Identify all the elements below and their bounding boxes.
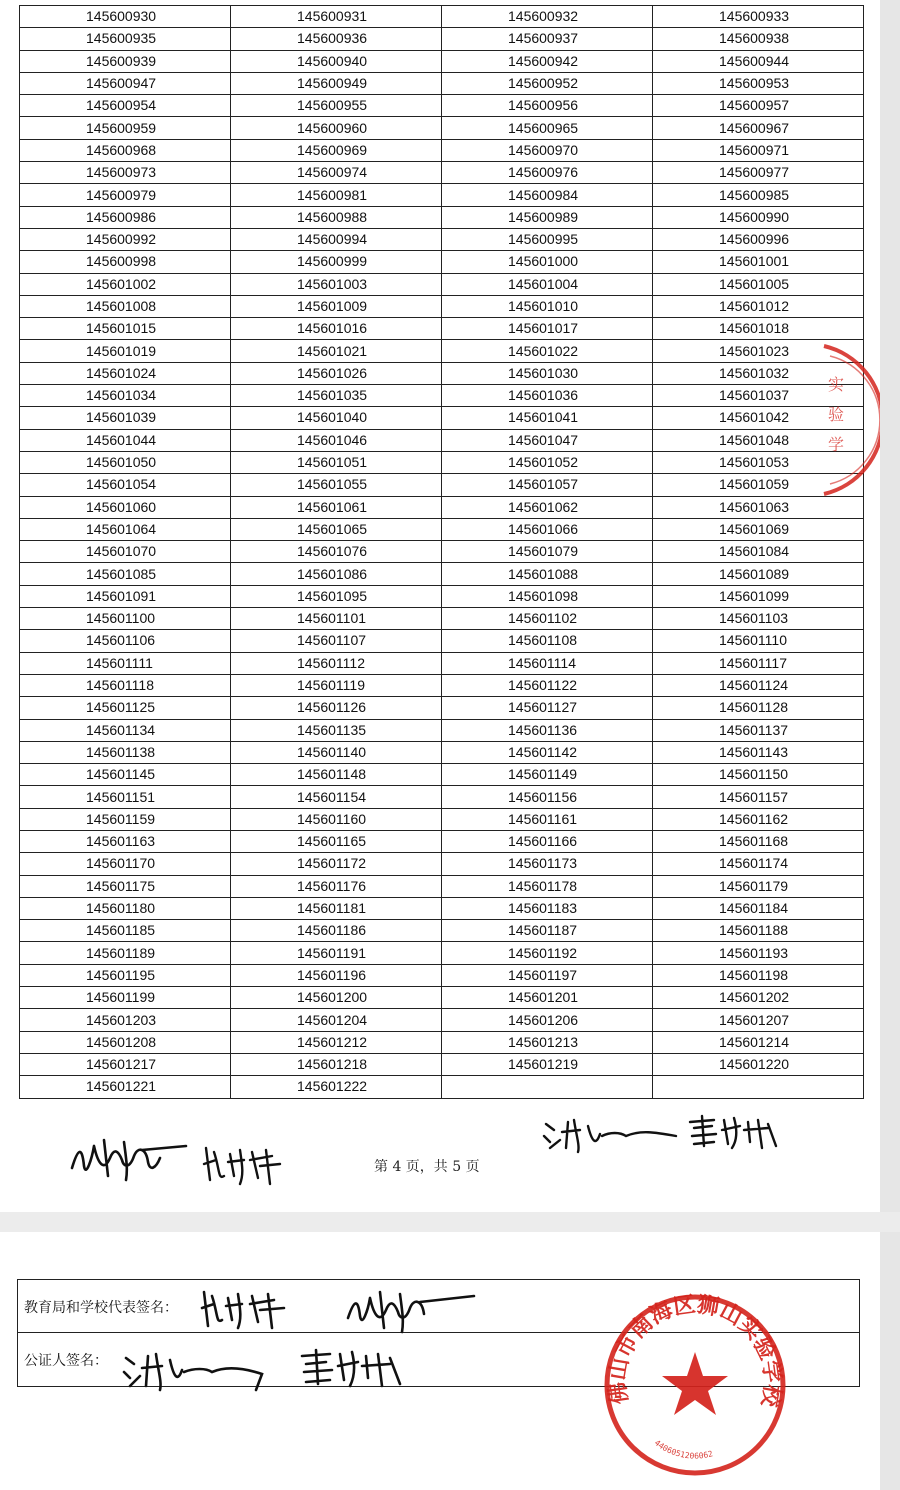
table-row — [20, 72, 864, 94]
table-cell: 145601076 — [231, 541, 442, 563]
table-cell: 145600984 — [442, 184, 653, 206]
table-row — [20, 541, 864, 563]
svg-text:学: 学 — [828, 435, 845, 454]
table-cell: 145600930 — [20, 6, 231, 28]
table-cell: 145601156 — [442, 786, 653, 808]
table-cell: 145601134 — [20, 719, 231, 741]
table-cell: 145601187 — [442, 920, 653, 942]
svg-text:实: 实 — [828, 375, 845, 394]
table-cell: 145601004 — [442, 273, 653, 295]
table-cell: 145601136 — [442, 719, 653, 741]
table-cell: 145601030 — [442, 362, 653, 384]
table-cell: 145601184 — [653, 897, 864, 919]
table-row — [20, 897, 864, 919]
table-cell: 145601002 — [20, 273, 231, 295]
table-cell: 145601125 — [20, 697, 231, 719]
table-cell: 145601201 — [442, 987, 653, 1009]
table-cell: 145601106 — [20, 630, 231, 652]
table-row — [20, 808, 864, 830]
table-cell: 145601112 — [231, 652, 442, 674]
table-row — [20, 652, 864, 674]
table-row — [20, 1009, 864, 1031]
table-cell: 145601150 — [653, 764, 864, 786]
table-cell: 145601010 — [442, 295, 653, 317]
table-cell: 145601047 — [442, 429, 653, 451]
table-row — [20, 295, 864, 317]
table-cell: 145601012 — [653, 295, 864, 317]
table-cell: 145601161 — [442, 808, 653, 830]
table-cell: 145601019 — [20, 340, 231, 362]
table-cell: 145601034 — [20, 385, 231, 407]
table-cell: 145601213 — [442, 1031, 653, 1053]
table-cell: 145601160 — [231, 808, 442, 830]
table-cell: 145601151 — [20, 786, 231, 808]
table-cell: 145600998 — [20, 251, 231, 273]
table-row — [20, 697, 864, 719]
table-cell: 145600956 — [442, 95, 653, 117]
signature-1 — [64, 1128, 194, 1188]
table-cell: 145600952 — [442, 72, 653, 94]
table-row — [20, 50, 864, 72]
table-cell: 145600931 — [231, 6, 442, 28]
table-row — [20, 184, 864, 206]
table-cell: 145601180 — [20, 897, 231, 919]
signature-2 — [200, 1140, 290, 1190]
table-cell: 145601200 — [231, 987, 442, 1009]
education-signature-label: 教育局和学校代表签名： — [24, 1300, 178, 1316]
table-cell: 145601137 — [653, 719, 864, 741]
table-cell: 145601101 — [231, 608, 442, 630]
table-cell: 145601172 — [231, 853, 442, 875]
table-row — [20, 206, 864, 228]
table-cell: 145601108 — [442, 630, 653, 652]
table-cell: 145600979 — [20, 184, 231, 206]
table-cell: 145601021 — [231, 340, 442, 362]
table-cell: 145600932 — [442, 6, 653, 28]
table-cell: 145601063 — [653, 496, 864, 518]
table-cell: 145601057 — [442, 474, 653, 496]
table-cell: 145601181 — [231, 897, 442, 919]
table-cell: 145600954 — [20, 95, 231, 117]
table-cell: 145601041 — [442, 407, 653, 429]
table-cell: 145601079 — [442, 541, 653, 563]
table-row — [20, 474, 864, 496]
table-cell: 145600992 — [20, 228, 231, 250]
table-cell: 145600996 — [653, 228, 864, 250]
table-cell: 145601035 — [231, 385, 442, 407]
table-cell: 145601183 — [442, 897, 653, 919]
table-cell: 145601036 — [442, 385, 653, 407]
table-cell: 145601114 — [442, 652, 653, 674]
table-cell: 145601042 — [653, 407, 864, 429]
table-cell: 145601003 — [231, 273, 442, 295]
table-cell: 145601099 — [653, 585, 864, 607]
svg-text:验: 验 — [828, 405, 845, 424]
table-cell: 145601055 — [231, 474, 442, 496]
table-cell: 145601061 — [231, 496, 442, 518]
table-cell: 145601062 — [442, 496, 653, 518]
table-cell: 145600989 — [442, 206, 653, 228]
table-cell: 145601207 — [653, 1009, 864, 1031]
table-row — [20, 518, 864, 540]
table-cell: 145601046 — [231, 429, 442, 451]
table-cell: 145601193 — [653, 942, 864, 964]
table-cell: 145600957 — [653, 95, 864, 117]
table-cell: 145601138 — [20, 741, 231, 763]
table-cell: 145600953 — [653, 72, 864, 94]
table-cell: 145600968 — [20, 139, 231, 161]
table-cell: 145600937 — [442, 28, 653, 50]
table-row — [20, 786, 864, 808]
table-cell: 145600976 — [442, 162, 653, 184]
table-cell: 145601001 — [653, 251, 864, 273]
table-row — [20, 964, 864, 986]
table-cell: 145601111 — [20, 652, 231, 674]
table-row — [20, 273, 864, 295]
table-cell: 145600985 — [653, 184, 864, 206]
table-row — [20, 340, 864, 362]
table-cell: 145601191 — [231, 942, 442, 964]
svg-text:佛山市南海区狮山实验学校: 佛山市南海区狮山实验学校 — [605, 1292, 785, 1409]
table-cell: 145601163 — [20, 830, 231, 852]
table-cell: 145601198 — [653, 964, 864, 986]
table-row — [20, 674, 864, 696]
table-cell: 145601179 — [653, 875, 864, 897]
page-edge — [880, 0, 900, 1212]
table-cell: 145601143 — [653, 741, 864, 763]
table-cell: 145601095 — [231, 585, 442, 607]
table-cell: 145601050 — [20, 451, 231, 473]
signature-3 — [540, 1112, 680, 1158]
table-cell: 145601135 — [231, 719, 442, 741]
table-cell: 145601018 — [653, 318, 864, 340]
table-cell: 145601059 — [653, 474, 864, 496]
table-cell: 145600942 — [442, 50, 653, 72]
table-row — [20, 28, 864, 50]
table-cell: 145601189 — [20, 942, 231, 964]
table-cell: 145600974 — [231, 162, 442, 184]
table-cell: 145601024 — [20, 362, 231, 384]
table-cell: 145601142 — [442, 741, 653, 763]
table-cell: 145600940 — [231, 50, 442, 72]
table-cell: 145600938 — [653, 28, 864, 50]
table-cell: 145600971 — [653, 139, 864, 161]
table-cell: 145601165 — [231, 830, 442, 852]
table-cell: 145601195 — [20, 964, 231, 986]
table-cell: 145601149 — [442, 764, 653, 786]
table-cell: 145601089 — [653, 563, 864, 585]
table-row — [20, 451, 864, 473]
table-cell: 145601048 — [653, 429, 864, 451]
table-cell: 145601168 — [653, 830, 864, 852]
table-cell: 145601170 — [20, 853, 231, 875]
table-row — [20, 6, 864, 28]
table-cell: 145600959 — [20, 117, 231, 139]
table-cell: 145600988 — [231, 206, 442, 228]
table-cell: 145601040 — [231, 407, 442, 429]
table-cell: 145601069 — [653, 518, 864, 540]
table-cell: 145600994 — [231, 228, 442, 250]
table-row — [20, 920, 864, 942]
table-cell: 145600944 — [653, 50, 864, 72]
table-cell: 145601086 — [231, 563, 442, 585]
table-cell: 145601060 — [20, 496, 231, 518]
seal-edge-stamp — [818, 340, 880, 505]
table-cell: 145601065 — [231, 518, 442, 540]
table-row — [20, 407, 864, 429]
table-cell: 145601103 — [653, 608, 864, 630]
table-row — [20, 942, 864, 964]
table-cell: 145601145 — [20, 764, 231, 786]
table-cell: 145601098 — [442, 585, 653, 607]
table-cell: 145601066 — [442, 518, 653, 540]
table-cell: 145601199 — [20, 987, 231, 1009]
table-row — [20, 853, 864, 875]
table-cell: 145600947 — [20, 72, 231, 94]
table-cell — [442, 1076, 653, 1098]
table-cell: 145600973 — [20, 162, 231, 184]
table-row — [20, 741, 864, 763]
table-row — [20, 362, 864, 384]
table-cell: 145601009 — [231, 295, 442, 317]
table-cell: 145601192 — [442, 942, 653, 964]
table-row — [20, 162, 864, 184]
table-row — [20, 563, 864, 585]
table-cell: 145601124 — [653, 674, 864, 696]
table-row — [20, 764, 864, 786]
table-cell: 145601122 — [442, 674, 653, 696]
table-cell: 145600970 — [442, 139, 653, 161]
table-cell: 145601005 — [653, 273, 864, 295]
table-row — [20, 117, 864, 139]
table-cell: 145601085 — [20, 563, 231, 585]
table-cell: 145601202 — [653, 987, 864, 1009]
table-cell: 145601037 — [653, 385, 864, 407]
table-row — [20, 719, 864, 741]
table-cell: 145601084 — [653, 541, 864, 563]
table-cell: 145601032 — [653, 362, 864, 384]
table-row — [20, 987, 864, 1009]
table-row — [20, 228, 864, 250]
table-row — [20, 830, 864, 852]
table-cell: 145601166 — [442, 830, 653, 852]
table-cell: 145600999 — [231, 251, 442, 273]
table-row — [20, 496, 864, 518]
signature-1-repeat — [340, 1282, 480, 1338]
table-cell: 145601222 — [231, 1076, 442, 1098]
table-row — [20, 318, 864, 340]
page-indicator: 第 4 页，共 5 页 — [374, 1159, 480, 1175]
table-cell: 145601208 — [20, 1031, 231, 1053]
official-seal — [600, 1290, 790, 1485]
table-cell: 145601220 — [653, 1053, 864, 1075]
table-cell: 145601126 — [231, 697, 442, 719]
table-cell: 145601088 — [442, 563, 653, 585]
table-cell: 145601102 — [442, 608, 653, 630]
table-row — [20, 585, 864, 607]
table-cell: 145601214 — [653, 1031, 864, 1053]
table-cell: 145601154 — [231, 786, 442, 808]
table-row — [20, 139, 864, 161]
table-cell: 145600965 — [442, 117, 653, 139]
table-cell: 145600955 — [231, 95, 442, 117]
table-cell: 145600967 — [653, 117, 864, 139]
table-cell: 145600936 — [231, 28, 442, 50]
table-cell: 145601016 — [231, 318, 442, 340]
table-cell: 145601054 — [20, 474, 231, 496]
table-row — [20, 1076, 864, 1098]
table-cell: 145601206 — [442, 1009, 653, 1031]
table-cell: 145601070 — [20, 541, 231, 563]
table-cell: 145600969 — [231, 139, 442, 161]
signature-4 — [684, 1112, 784, 1152]
table-cell: 145600939 — [20, 50, 231, 72]
table-row — [20, 1031, 864, 1053]
table-cell: 145601175 — [20, 875, 231, 897]
table-cell: 145601017 — [442, 318, 653, 340]
table-row — [20, 1053, 864, 1075]
table-cell: 145601000 — [442, 251, 653, 273]
table-cell: 145600990 — [653, 206, 864, 228]
table-cell: 145600995 — [442, 228, 653, 250]
table-cell: 145601107 — [231, 630, 442, 652]
page-edge — [880, 1232, 900, 1490]
table-cell: 145601127 — [442, 697, 653, 719]
table-cell: 145601118 — [20, 674, 231, 696]
table-cell: 145601204 — [231, 1009, 442, 1031]
table-row — [20, 608, 864, 630]
table-cell: 145601053 — [653, 451, 864, 473]
table-cell: 145600977 — [653, 162, 864, 184]
table-cell: 145601015 — [20, 318, 231, 340]
table-cell: 145601026 — [231, 362, 442, 384]
table-cell: 145601219 — [442, 1053, 653, 1075]
table-cell: 145600960 — [231, 117, 442, 139]
table-cell: 145601221 — [20, 1076, 231, 1098]
table-row — [20, 251, 864, 273]
table-cell: 145601176 — [231, 875, 442, 897]
table-cell: 145601008 — [20, 295, 231, 317]
table-cell: 145601218 — [231, 1053, 442, 1075]
notary-signature-label: 公证人签名： — [24, 1353, 108, 1369]
signature-3-repeat — [120, 1346, 270, 1396]
table-cell: 145601174 — [653, 853, 864, 875]
table-cell: 145601023 — [653, 340, 864, 362]
table-cell: 145601119 — [231, 674, 442, 696]
id-number-table — [19, 5, 864, 1099]
table-cell — [653, 1076, 864, 1098]
table-cell: 145601022 — [442, 340, 653, 362]
table-cell: 145601185 — [20, 920, 231, 942]
table-cell: 145601157 — [653, 786, 864, 808]
table-row — [20, 630, 864, 652]
table-cell: 145601064 — [20, 518, 231, 540]
table-cell: 145601148 — [231, 764, 442, 786]
signature-2-repeat — [198, 1286, 298, 1332]
table-cell: 145600981 — [231, 184, 442, 206]
table-cell: 145601128 — [653, 697, 864, 719]
svg-text:4406051206062: 4406051206062 — [652, 1438, 714, 1461]
table-cell: 145601140 — [231, 741, 442, 763]
table-row — [20, 429, 864, 451]
page-gap — [0, 1212, 900, 1232]
signature-4-repeat — [296, 1346, 412, 1390]
table-cell: 145601186 — [231, 920, 442, 942]
table-cell: 145601091 — [20, 585, 231, 607]
table-cell: 145601212 — [231, 1031, 442, 1053]
table-cell: 145601197 — [442, 964, 653, 986]
table-cell: 145601196 — [231, 964, 442, 986]
table-cell: 145601110 — [653, 630, 864, 652]
table-cell: 145600935 — [20, 28, 231, 50]
table-cell: 145601039 — [20, 407, 231, 429]
table-cell: 145601044 — [20, 429, 231, 451]
table-cell: 145601217 — [20, 1053, 231, 1075]
table-cell: 145601203 — [20, 1009, 231, 1031]
table-cell: 145601173 — [442, 853, 653, 875]
table-row — [20, 95, 864, 117]
table-cell: 145601178 — [442, 875, 653, 897]
table-cell: 145601162 — [653, 808, 864, 830]
table-cell: 145600949 — [231, 72, 442, 94]
table-cell: 145601159 — [20, 808, 231, 830]
table-row — [20, 385, 864, 407]
table-cell: 145600933 — [653, 6, 864, 28]
table-cell: 145601052 — [442, 451, 653, 473]
table-cell: 145601100 — [20, 608, 231, 630]
table-row — [20, 875, 864, 897]
table-cell: 145601051 — [231, 451, 442, 473]
table-cell: 145601117 — [653, 652, 864, 674]
table-cell: 145601188 — [653, 920, 864, 942]
table-cell: 145600986 — [20, 206, 231, 228]
